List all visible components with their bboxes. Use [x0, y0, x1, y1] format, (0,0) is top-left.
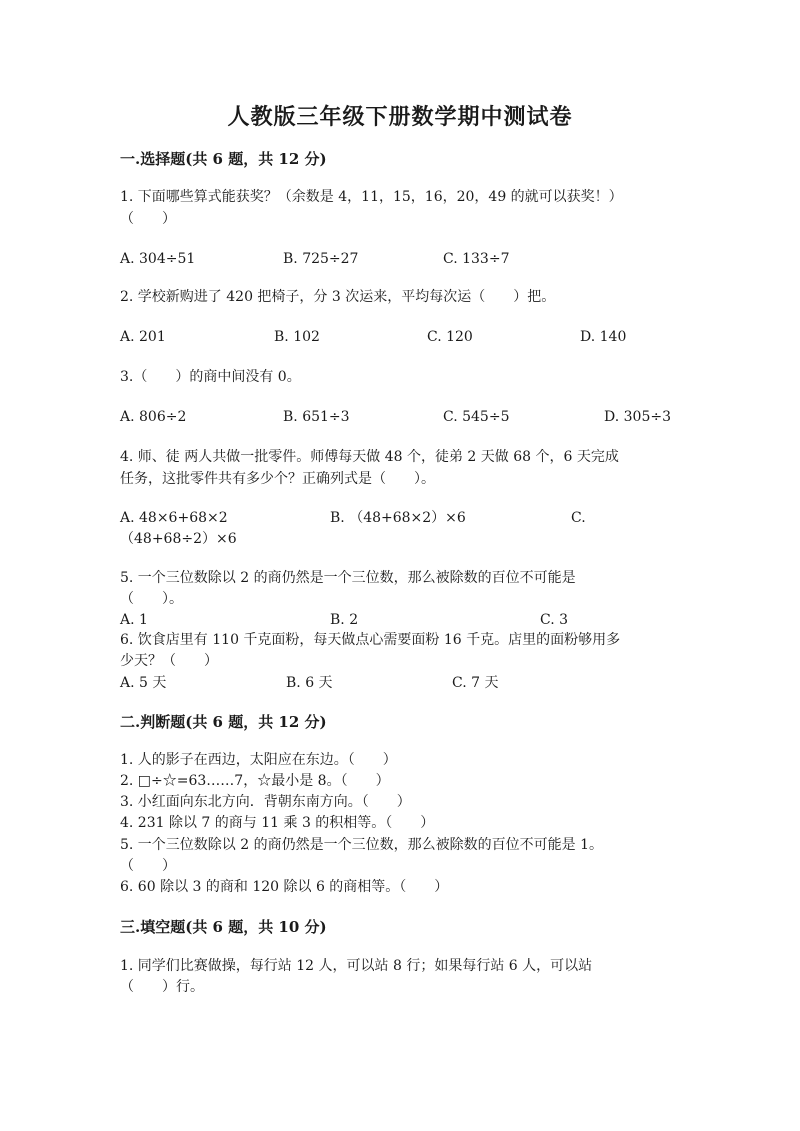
question-6-option-b: B. 6 天 — [286, 675, 333, 691]
judge-item-6: 6. 60 除以 3 的商和 120 除以 6 的商相等。（ ） — [120, 879, 449, 895]
question-6-option-c: C. 7 天 — [452, 675, 499, 691]
question-5-line-1: 5. 一个三位数除以 2 的商仍然是一个三位数，那么被除数的百位不可能是 — [120, 570, 576, 586]
question-4-option-b: B. （48+68×2）×6 — [330, 510, 466, 526]
question-3-option-c: C. 545÷5 — [443, 409, 510, 425]
section-heading-judge: 二.判断题(共 6 题，共 12 分) — [120, 713, 327, 731]
question-3-line-1: 3.（ ）的商中间没有 0。 — [120, 369, 301, 385]
question-4-option-c-label: C. — [571, 510, 586, 526]
section-heading-fill: 三.填空题(共 6 题，共 10 分) — [120, 918, 327, 936]
question-3-option-a: A. 806÷2 — [120, 409, 187, 425]
judge-item-2: 2. □÷☆=63……7，☆最小是 8。（ ） — [120, 773, 390, 789]
question-2-option-a: A. 201 — [120, 329, 166, 345]
judge-item-3: 3. 小红面向东北方向．背朝东南方向。（ ） — [120, 794, 411, 810]
fill-item-1-line-2: （ ）行。 — [120, 979, 204, 995]
question-1-option-b: B. 725÷27 — [283, 251, 359, 267]
judge-item-4: 4. 231 除以 7 的商与 11 乘 3 的积相等。（ ） — [120, 815, 435, 831]
question-3-option-d: D. 305÷3 — [604, 409, 671, 425]
fill-item-1-line-1: 1. 同学们比赛做操，每行站 12 人，可以站 8 行；如果每行站 6 人，可以站 — [120, 958, 593, 974]
question-6-line-1: 6. 饮食店里有 110 千克面粉，每天做点心需要面粉 16 千克。店里的面粉够用多 — [120, 632, 621, 648]
judge-item-5-line-1: 5. 一个三位数除以 2 的商仍然是一个三位数，那么被除数的百位不可能是 1。 — [120, 837, 603, 853]
page-title: 人教版三年级下册数学期中测试卷 — [227, 104, 573, 130]
question-2-option-b: B. 102 — [274, 329, 320, 345]
question-3-option-b: B. 651÷3 — [283, 409, 350, 425]
question-6-option-a: A. 5 天 — [120, 675, 167, 691]
question-1-line-1: 1. 下面哪些算式能获奖？（余数是 4，11，15，16，20，49 的就可以获奖！） — [120, 189, 623, 205]
question-2-option-c: C. 120 — [427, 329, 473, 345]
question-2-line-1: 2. 学校新购进了 420 把椅子，分 3 次运来，平均每次运（ ）把。 — [120, 289, 556, 305]
question-4-line-1: 4. 师、徒 两人共做一批零件。师傅每天做 48 个，徒弟 2 天做 68 个，6 天完成 — [120, 449, 619, 465]
question-4-option-c: （48+68÷2）×6 — [120, 531, 237, 547]
question-2-option-d: D. 140 — [580, 329, 627, 345]
question-1-option-a: A. 304÷51 — [120, 251, 196, 267]
question-6-line-2: 少天？（ ） — [120, 653, 218, 669]
judge-item-1: 1. 人的影子在西边，太阳应在东边。（ ） — [120, 752, 397, 768]
question-5-option-c: C. 3 — [540, 612, 569, 628]
question-5-option-a: A. 1 — [120, 612, 148, 628]
question-4-option-a: A. 48×6+68×2 — [120, 510, 228, 526]
judge-item-5-line-2: （ ） — [120, 858, 176, 874]
question-4-line-2: 任务，这批零件共有多少个？正确列式是（ ）。 — [120, 471, 435, 487]
question-5-line-2: （ ）。 — [120, 591, 183, 607]
section-heading-choice: 一.选择题(共 6 题，共 12 分) — [120, 150, 327, 168]
question-1-option-c: C. 133÷7 — [443, 251, 510, 267]
question-1-line-2: （ ） — [120, 211, 176, 227]
question-5-option-b: B. 2 — [330, 612, 359, 628]
